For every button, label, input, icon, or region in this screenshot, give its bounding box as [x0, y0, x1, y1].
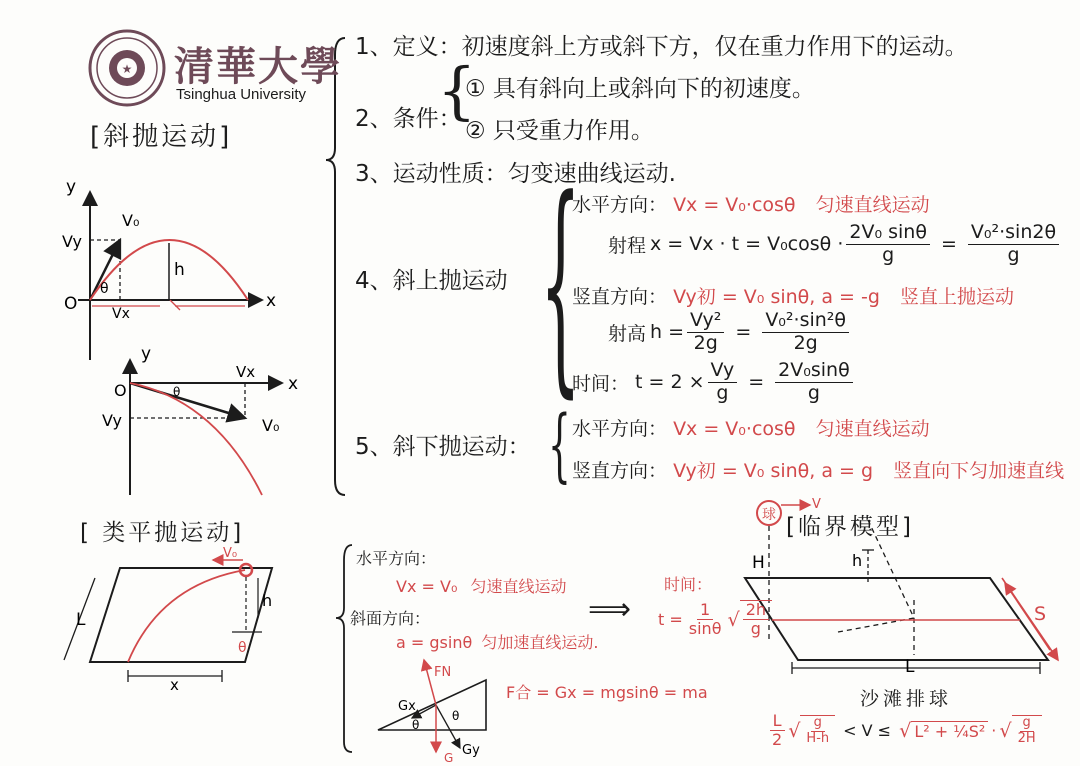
- ddown-vy-label: Vy: [102, 411, 122, 430]
- dup-theta-label: θ: [100, 281, 109, 297]
- ou-height-label: 射高: [608, 322, 647, 345]
- oblique-up-diagram: [62, 177, 276, 360]
- critical-title: [临界模型]: [786, 514, 914, 540]
- ou-time-frac1: $\frac{Vy}{g}$: [708, 360, 738, 405]
- critical-inequality: $\frac{L}{2}$ √ $\frac{g}{H-h}$ < V ≤ √ L² + ¼S² · √ $\frac{g}{2H}$: [766, 712, 1042, 750]
- quasi-horizontal-row: Vx = V₀ 匀速直线运动: [396, 577, 567, 596]
- ou-range-formula: x = Vx · t = V₀cosθ ·: [650, 233, 844, 256]
- tsinghua-seal-logo: [90, 31, 164, 105]
- od-horizontal-motion: 匀速直线运动: [815, 418, 930, 440]
- conditions-label: 2、条件：: [355, 106, 462, 132]
- dup-x-label: x: [266, 291, 277, 311]
- force-theta1-label: θ: [412, 718, 420, 732]
- dup-vx-label: Vx: [112, 306, 130, 322]
- quasi-incline-diagram: [64, 546, 272, 694]
- dup-h-label: h: [174, 260, 185, 280]
- critical-L-label: L: [905, 657, 915, 677]
- dup-vy-label: Vy: [62, 232, 82, 251]
- od-horizontal-row: 水平方向： Vx = V₀·cosθ 匀速直线运动: [572, 418, 930, 440]
- quasi-x-label: x: [170, 676, 179, 694]
- quasi-time-formula: t = $\frac{1}{\sin\theta}$ √ $\frac{2h}{g}$: [658, 600, 772, 639]
- od-vertical-motion: 竖直向下匀加速直线: [893, 460, 1065, 482]
- critical-h-label: h: [852, 551, 863, 570]
- ou-vertical-row: [572, 282, 1014, 309]
- force-gy-label: Gy: [462, 743, 480, 758]
- quasi-theta-label: θ: [238, 640, 247, 656]
- od-horizontal-formula: Vx = V₀·cosθ: [673, 418, 796, 440]
- ou-range-row: 射程 x = Vx · t = V₀cosθ · $\frac{\text{2V₀ sinθ}}{g}$ = $\frac{\text{V₀²·sin2θ}}{g}$: [608, 222, 1062, 267]
- quasi-h-label: h: [262, 591, 273, 610]
- svg-text:★: ★: [121, 62, 133, 76]
- main-brace: [326, 38, 345, 495]
- implies-arrow: ⟹: [588, 592, 632, 627]
- quasi-v0-label: V₀: [223, 546, 238, 561]
- od-vertical-row: 竖直方向： Vy初 = V₀ sinθ, a = g 竖直向下匀加速直线: [572, 460, 1065, 482]
- quasi-slope-label: 斜面方向：: [350, 609, 431, 628]
- ou-horizontal-label: 水平方向：: [572, 194, 668, 216]
- dup-y-label: y: [66, 177, 77, 197]
- ddown-v0-label: V₀: [262, 416, 280, 435]
- ou-height-frac2: $\frac{\text{V₀²·sin²θ}}{2g}$: [762, 310, 849, 355]
- university-en-name: Tsinghua University: [176, 86, 307, 103]
- ou-horizontal-motion: 匀速直线运动: [815, 194, 930, 216]
- ou-horizontal-formula: Vx = V₀·cosθ: [673, 194, 796, 216]
- ddown-y-label: y: [141, 344, 152, 364]
- oblique-down-diagram: [102, 344, 298, 495]
- quasi-horizontal-label: 水平方向：: [356, 549, 437, 568]
- critical-S-label: S: [1034, 603, 1047, 625]
- quasi-time-label: 时间：: [664, 575, 713, 594]
- force-g-label: G: [444, 751, 454, 765]
- force-triangle-diagram: [378, 660, 486, 765]
- ou-time-label: 时间：: [572, 372, 630, 395]
- ou-horizontal-row: [572, 190, 930, 217]
- ou-vertical-label: 竖直方向：: [572, 286, 668, 308]
- critical-caption: 沙滩排球: [860, 688, 953, 710]
- topic-title: [斜抛运动]: [90, 122, 233, 152]
- oblique-up-label: 4、斜上抛运动: [355, 268, 508, 294]
- oblique-up-brace: {: [540, 151, 581, 418]
- critical-v-label: V: [812, 497, 821, 512]
- oblique-down-brace: {: [548, 398, 571, 491]
- ou-time-row: 时间： t = 2 × $\frac{Vy}{g}$ = $\frac{\text{2V₀sinθ}}{g}$: [572, 360, 856, 405]
- ou-range-frac2: $\frac{\text{V₀²·sin2θ}}{g}$: [968, 222, 1059, 267]
- ball-label: 球: [762, 507, 776, 523]
- quasi-force-formula: F合 = Gx = mgsinθ = ma: [506, 683, 708, 702]
- od-vertical-formula: Vy初 = V₀ sinθ, a = g: [673, 460, 874, 482]
- ou-vertical-formula: Vy初 = V₀ sinθ, a = -g: [673, 286, 880, 308]
- quasi-brace: [336, 545, 352, 752]
- nature-text: 3、运动性质：匀变速曲线运动.: [355, 161, 676, 187]
- ddown-x-label: x: [288, 374, 299, 394]
- ddown-vx-label: Vx: [236, 363, 256, 381]
- ou-height-row: 射高 h = $\frac{\text{Vy²}}{2g}$ = $\frac{\text{V₀²·sin²θ}}{2g}$: [608, 310, 852, 355]
- quasi-L-label: L: [76, 610, 86, 630]
- ddown-o-label: O: [114, 381, 127, 400]
- ou-range-label: 射程: [608, 234, 647, 257]
- force-fn-label: FN: [434, 665, 452, 680]
- condition-item-1: ① 具有斜向上或斜向下的初速度。: [465, 76, 815, 102]
- dup-o-label: O: [64, 294, 78, 314]
- oblique-down-label: 5、斜下抛运动：: [355, 434, 531, 460]
- conditions-brace: {: [437, 54, 477, 127]
- critical-H-label: H: [752, 553, 765, 573]
- dup-v0-label: V₀: [122, 211, 140, 230]
- ddown-theta-label: θ: [173, 385, 181, 399]
- university-cn-name: 清華大學: [174, 43, 342, 90]
- ou-height-frac1: $\frac{\text{Vy²}}{2g}$: [687, 310, 724, 355]
- definition-text: 1、定义：初速度斜上方或斜下方，仅在重力作用下的运动。: [355, 34, 968, 60]
- ou-vertical-motion: 竖直上抛运动: [899, 286, 1014, 308]
- quasi-slope-row: a = gsinθ 匀加速直线运动.: [396, 633, 599, 652]
- force-theta2-label: θ: [452, 709, 460, 723]
- ou-range-frac1: $\frac{\text{2V₀ sinθ}}{g}$: [846, 222, 930, 267]
- force-gx-label: Gx: [398, 699, 416, 714]
- ou-time-frac2: $\frac{\text{2V₀sinθ}}{g}$: [775, 360, 853, 405]
- condition-item-2: ② 只受重力作用。: [465, 118, 654, 144]
- quasi-title: [ 类平抛运动]: [80, 520, 245, 546]
